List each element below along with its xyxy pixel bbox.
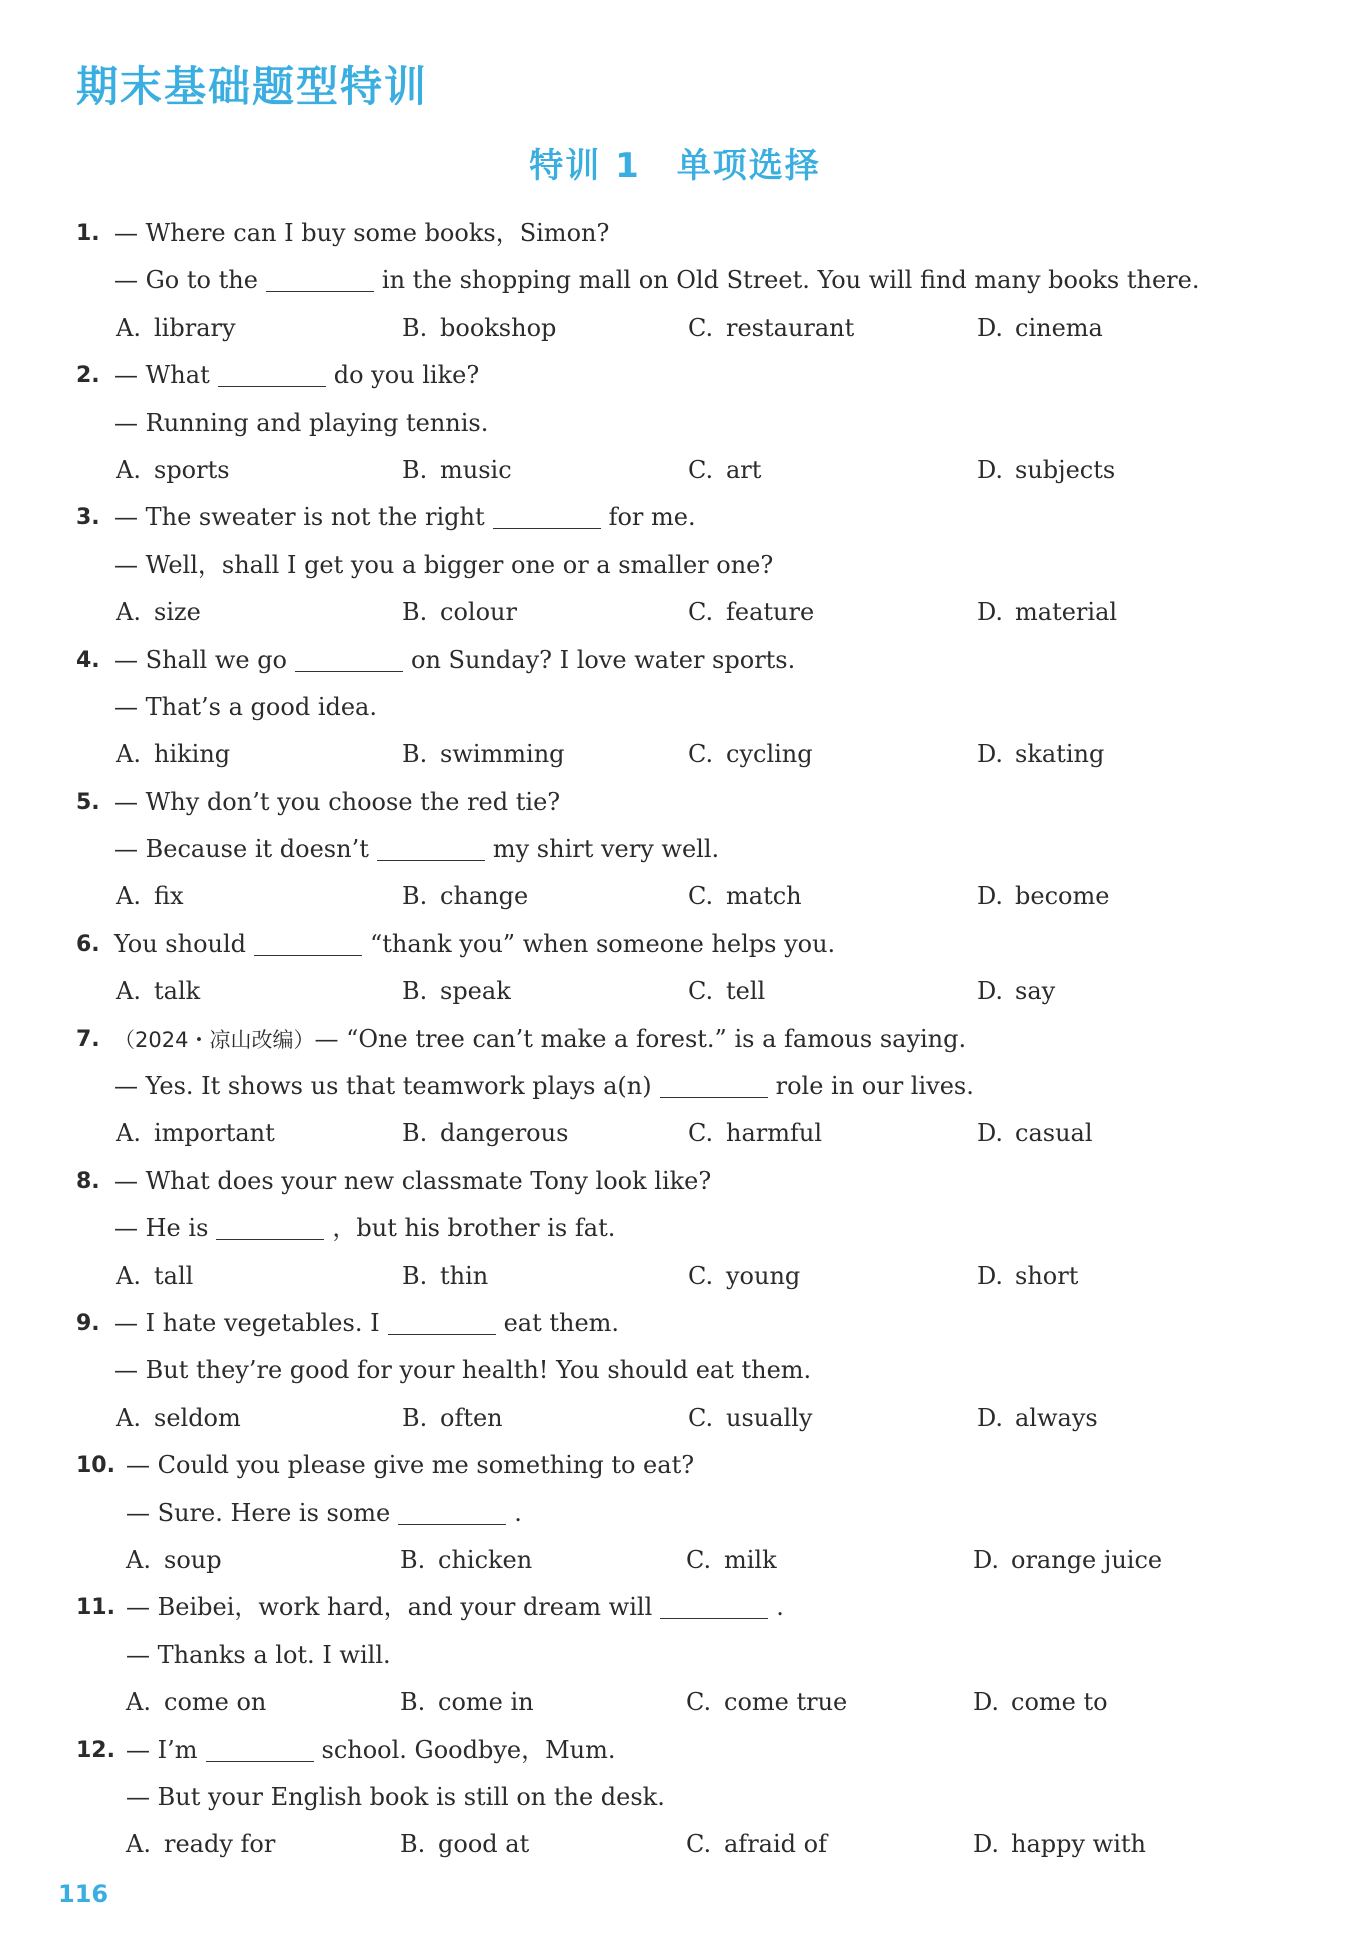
question-text [114, 921, 835, 968]
option-a[interactable] [116, 589, 201, 636]
question-line [0, 1347, 1350, 1394]
option-letter: B. [400, 1830, 426, 1859]
question-text-pre: — Go to the [114, 266, 258, 295]
question-line [0, 1205, 1350, 1252]
option-letter: B. [402, 1119, 428, 1148]
option-letter: D. [973, 1545, 1000, 1574]
option-a[interactable] [116, 873, 184, 920]
option-text: ready for [164, 1830, 276, 1859]
option-a[interactable] [126, 1821, 275, 1868]
option-letter: C. [688, 598, 714, 627]
question-text [126, 1774, 665, 1821]
option-letter: A. [116, 882, 141, 911]
question-text-pre: — What does your new classmate Tony look like? [114, 1166, 712, 1195]
option-text: often [440, 1403, 503, 1432]
option-a[interactable] [116, 731, 230, 778]
option-letter: B. [402, 740, 428, 769]
question-item [0, 1442, 1350, 1584]
option-letter: D. [973, 1688, 1000, 1717]
option-text: usually [726, 1403, 813, 1432]
question-item [0, 1584, 1350, 1726]
option-letter: D. [977, 313, 1004, 342]
question-text-pre: — But your English book is still on the desk. [126, 1782, 665, 1811]
options-row [0, 1395, 1350, 1442]
option-text: seldom [154, 1403, 241, 1432]
question-text-pre: — Where can I buy some books，Simon? [114, 219, 610, 247]
question-line [0, 826, 1350, 873]
option-letter: C. [686, 1545, 712, 1574]
options-row [0, 1110, 1350, 1157]
answer-blank[interactable] [295, 647, 403, 672]
options-row [0, 968, 1350, 1015]
question-line [0, 1727, 1350, 1774]
option-text: cycling [726, 740, 813, 769]
question-text-post: my shirt very well. [492, 835, 720, 864]
option-text: come in [438, 1688, 534, 1717]
option-letter: B. [402, 977, 428, 1006]
question-line [0, 1442, 1350, 1489]
option-letter: B. [400, 1545, 426, 1574]
question-line [0, 352, 1350, 399]
option-letter: C. [688, 1261, 714, 1290]
question-item [0, 352, 1350, 494]
question-text [114, 684, 377, 731]
options-row [0, 589, 1350, 636]
question-line [0, 1158, 1350, 1205]
option-d[interactable] [977, 968, 1055, 1015]
answer-blank[interactable] [218, 362, 326, 387]
page-number: 116 [58, 1880, 109, 1908]
question-number: 5. [76, 789, 100, 815]
option-a[interactable] [116, 447, 230, 494]
question-line [0, 921, 1350, 968]
option-c[interactable] [688, 968, 765, 1015]
option-text: tall [154, 1261, 194, 1290]
question-text-pre: — That’s a good idea. [114, 692, 377, 721]
question-text [114, 352, 479, 399]
option-b[interactable] [400, 1537, 532, 1584]
question-text-pre: — I hate vegetables. I [114, 1308, 380, 1337]
option-text: restaurant [726, 313, 855, 342]
question-text-pre: — Running and playing tennis. [114, 408, 489, 437]
option-a[interactable] [116, 968, 200, 1015]
option-c[interactable] [686, 1679, 847, 1726]
question-text [114, 1016, 966, 1064]
option-letter: C. [688, 455, 714, 484]
question-line [0, 779, 1350, 826]
question-text [114, 637, 795, 684]
option-c[interactable] [688, 589, 814, 636]
question-item [0, 921, 1350, 1016]
question-line [0, 1300, 1350, 1347]
question-item [0, 1158, 1350, 1300]
question-number: 2. [76, 363, 100, 389]
option-letter: A. [126, 1688, 151, 1717]
question-source: （2024・凉山改编） [114, 1027, 315, 1052]
question-text [114, 1300, 619, 1347]
option-b[interactable] [402, 589, 517, 636]
question-text-post: . [776, 1593, 784, 1622]
option-text: subjects [1015, 455, 1116, 484]
question-number: 8. [76, 1168, 100, 1194]
question-number: 1. [76, 221, 100, 246]
option-c[interactable] [688, 447, 761, 494]
question-number: 9. [76, 1310, 100, 1336]
option-c[interactable] [688, 731, 813, 778]
options-row [0, 731, 1350, 778]
option-d[interactable] [977, 305, 1103, 352]
answer-blank[interactable] [266, 267, 374, 292]
options-row [0, 305, 1350, 352]
option-letter: C. [686, 1830, 712, 1859]
option-a[interactable] [116, 1110, 275, 1157]
answer-blank[interactable] [398, 1500, 506, 1525]
option-b[interactable] [402, 1253, 488, 1300]
option-a[interactable] [116, 305, 236, 352]
option-b[interactable] [402, 873, 528, 920]
question-text-pre: — Well，shall I get you a bigger one or a smaller one? [114, 550, 774, 579]
question-number: 6. [76, 931, 100, 957]
option-text: happy with [1011, 1830, 1146, 1859]
question-number: 12. [76, 1737, 115, 1763]
option-letter: B. [402, 1261, 428, 1290]
answer-blank[interactable] [493, 504, 601, 529]
options-row [0, 1821, 1350, 1868]
option-letter: C. [688, 882, 714, 911]
option-b[interactable] [400, 1821, 529, 1868]
option-letter: B. [400, 1688, 426, 1717]
question-text-post: ，but his brother is fat. [332, 1214, 616, 1243]
question-text [114, 400, 488, 447]
question-item [0, 494, 1350, 636]
question-text-pre: — What [114, 361, 210, 390]
question-text-pre: — Thanks a lot. I will. [126, 1640, 391, 1669]
option-letter: D. [977, 977, 1004, 1006]
option-letter: C. [688, 313, 714, 342]
question-item [0, 210, 1350, 352]
option-text: come on [164, 1688, 267, 1717]
option-d[interactable] [977, 873, 1109, 920]
option-text: music [440, 455, 512, 484]
option-c[interactable] [686, 1537, 777, 1584]
question-text [114, 542, 773, 589]
option-d[interactable] [977, 731, 1104, 778]
option-text: orange juice [1011, 1545, 1163, 1574]
question-text-post: “thank you” when someone helps you. [370, 929, 836, 958]
option-letter: A. [116, 740, 141, 769]
section-title: 特训 1 单项选择 [529, 146, 821, 186]
option-b[interactable] [400, 1679, 534, 1726]
question-text [114, 826, 719, 873]
option-letter: A. [116, 1403, 141, 1432]
question-text [114, 494, 696, 541]
option-c[interactable] [688, 873, 802, 920]
answer-blank[interactable] [377, 836, 485, 861]
question-text [126, 1442, 694, 1489]
option-c[interactable] [688, 1395, 812, 1442]
option-c[interactable] [686, 1821, 827, 1868]
question-text-post: eat them. [503, 1308, 620, 1337]
question-text-pre: — Why don’t you choose the red tie? [114, 787, 561, 816]
question-line [0, 257, 1350, 304]
question-text-pre: — Shall we go [114, 645, 288, 674]
option-letter: A. [126, 1545, 151, 1574]
option-text: important [154, 1119, 275, 1148]
option-text: short [1015, 1261, 1079, 1290]
option-b[interactable] [402, 1110, 568, 1157]
option-text: dangerous [440, 1119, 569, 1148]
question-text [114, 210, 609, 257]
option-b[interactable] [402, 731, 565, 778]
option-letter: A. [116, 1261, 141, 1290]
option-text: talk [154, 977, 201, 1006]
question-text-pre: — Yes. It shows us that teamwork plays a(n) [114, 1072, 652, 1101]
question-item [0, 779, 1350, 921]
option-letter: A. [116, 598, 141, 627]
question-text [114, 1158, 711, 1205]
question-line [0, 1632, 1350, 1679]
question-item [0, 1300, 1350, 1442]
option-text: change [440, 882, 529, 911]
option-text: young [726, 1261, 801, 1290]
option-text: library [154, 313, 236, 342]
answer-blank[interactable] [206, 1737, 314, 1762]
option-d[interactable] [977, 1395, 1098, 1442]
option-text: chicken [438, 1545, 533, 1574]
answer-blank[interactable] [216, 1215, 324, 1240]
option-text: material [1015, 598, 1118, 627]
question-text-pre: — “One tree can’t make a forest.” is a famous saying. [314, 1024, 967, 1053]
question-line [0, 1016, 1350, 1063]
option-letter: C. [686, 1688, 712, 1717]
option-d[interactable] [977, 589, 1117, 636]
option-letter: D. [977, 455, 1004, 484]
option-b[interactable] [402, 305, 556, 352]
option-text: come to [1011, 1688, 1108, 1717]
option-text: match [726, 882, 802, 911]
option-d[interactable] [973, 1679, 1108, 1726]
question-number: 10. [76, 1453, 115, 1479]
option-d[interactable] [977, 1110, 1093, 1157]
question-text-pre: — Sure. Here is some [126, 1498, 391, 1527]
option-text: feature [726, 598, 815, 627]
option-d[interactable] [973, 1537, 1162, 1584]
options-row [0, 1253, 1350, 1300]
option-letter: D. [977, 1261, 1004, 1290]
question-text [126, 1632, 391, 1679]
question-text [126, 1490, 522, 1537]
option-letter: C. [688, 740, 714, 769]
page-title: 期末基础题型特训 [76, 62, 429, 111]
question-number: 3. [76, 505, 100, 531]
option-b[interactable] [402, 447, 512, 494]
question-text-post: role in our lives. [775, 1072, 974, 1101]
answer-blank[interactable] [388, 1310, 496, 1335]
option-text: skating [1015, 740, 1105, 769]
question-text [114, 257, 1200, 304]
question-text-post: in the shopping mall on Old Street. You will find many books there. [381, 266, 1200, 295]
question-text [114, 1347, 811, 1394]
question-text-pre: — But they’re good for your health! You should eat them. [114, 1356, 812, 1385]
option-text: cinema [1015, 313, 1103, 342]
question-text-post: school. Goodbye，Mum. [321, 1735, 616, 1764]
question-text-pre: — Because it doesn’t [114, 835, 369, 864]
option-d[interactable] [973, 1821, 1146, 1868]
option-a[interactable] [116, 1253, 193, 1300]
question-text-pre: — Could you please give me something to eat? [126, 1451, 695, 1480]
option-letter: D. [977, 882, 1004, 911]
option-text: sports [154, 455, 230, 484]
option-text: always [1015, 1403, 1098, 1432]
answer-blank[interactable] [660, 1073, 768, 1098]
option-b[interactable] [402, 968, 511, 1015]
question-text [114, 779, 560, 826]
option-text: hiking [154, 740, 231, 769]
option-letter: B. [402, 598, 428, 627]
option-c[interactable] [688, 1253, 800, 1300]
question-text-pre: You should [114, 929, 247, 958]
option-letter: D. [973, 1830, 1000, 1859]
option-letter: A. [116, 1119, 141, 1148]
answer-blank[interactable] [660, 1594, 768, 1619]
question-number: 7. [76, 1026, 100, 1052]
question-text-post: . [514, 1498, 522, 1527]
question-line [0, 1063, 1350, 1110]
question-text-post: on Sunday? I love water sports. [411, 645, 796, 674]
option-text: come true [724, 1688, 848, 1717]
option-text: swimming [440, 740, 565, 769]
option-c[interactable] [688, 1110, 822, 1157]
option-text: good at [438, 1830, 530, 1859]
options-row [0, 1537, 1350, 1584]
option-letter: C. [688, 1119, 714, 1148]
option-letter: A. [116, 313, 141, 342]
question-line [0, 1774, 1350, 1821]
option-c[interactable] [688, 305, 854, 352]
question-line [0, 1490, 1350, 1537]
option-text: art [726, 455, 762, 484]
option-letter: D. [977, 1403, 1004, 1432]
option-text: soup [164, 1545, 222, 1574]
question-line [0, 400, 1350, 447]
option-text: harmful [726, 1119, 823, 1148]
question-line [0, 684, 1350, 731]
option-letter: A. [116, 977, 141, 1006]
question-number: 4. [76, 647, 100, 673]
option-a[interactable] [126, 1537, 222, 1584]
question-text [126, 1727, 616, 1774]
question-text-pre: — I’m [126, 1735, 198, 1764]
question-text-pre: — The sweater is not the right [114, 503, 485, 532]
option-d[interactable] [977, 1253, 1078, 1300]
option-text: casual [1015, 1119, 1093, 1148]
option-b[interactable] [402, 1395, 503, 1442]
question-text-post: do you like? [333, 361, 480, 390]
question-text-pre: — Beibei，work hard，and your dream will [126, 1593, 653, 1622]
option-text: milk [724, 1545, 777, 1574]
options-row [0, 1679, 1350, 1726]
option-text: fix [154, 882, 184, 911]
option-letter: B. [402, 1403, 428, 1432]
question-item [0, 1016, 1350, 1158]
option-text: bookshop [440, 313, 557, 342]
question-item [0, 637, 1350, 779]
option-letter: C. [688, 1403, 714, 1432]
option-text: thin [440, 1261, 489, 1290]
question-line [0, 210, 1350, 257]
question-text-post: for me. [608, 503, 696, 532]
question-text [126, 1584, 784, 1631]
options-row [0, 873, 1350, 920]
option-letter: B. [402, 313, 428, 342]
option-letter: D. [977, 598, 1004, 627]
question-list [0, 210, 1350, 1869]
option-letter: A. [116, 455, 141, 484]
option-letter: C. [688, 977, 714, 1006]
option-letter: A. [126, 1830, 151, 1859]
option-text: speak [440, 977, 511, 1006]
option-text: colour [440, 598, 517, 627]
option-text: size [154, 598, 201, 627]
option-letter: D. [977, 1119, 1004, 1148]
question-text [114, 1063, 974, 1110]
option-letter: B. [402, 882, 428, 911]
option-text: become [1015, 882, 1110, 911]
options-row [0, 447, 1350, 494]
option-d[interactable] [977, 447, 1115, 494]
question-line [0, 494, 1350, 541]
option-text: say [1015, 977, 1056, 1006]
option-text: afraid of [724, 1830, 827, 1859]
option-letter: B. [402, 455, 428, 484]
option-a[interactable] [126, 1679, 266, 1726]
answer-blank[interactable] [254, 931, 362, 956]
question-number: 11. [76, 1595, 115, 1621]
option-a[interactable] [116, 1395, 241, 1442]
question-line [0, 637, 1350, 684]
question-item [0, 1727, 1350, 1869]
question-line [0, 1584, 1350, 1631]
option-letter: D. [977, 740, 1004, 769]
option-text: tell [726, 977, 766, 1006]
question-line [0, 542, 1350, 589]
question-text-pre: — He is [114, 1214, 209, 1243]
question-text [114, 1205, 615, 1252]
